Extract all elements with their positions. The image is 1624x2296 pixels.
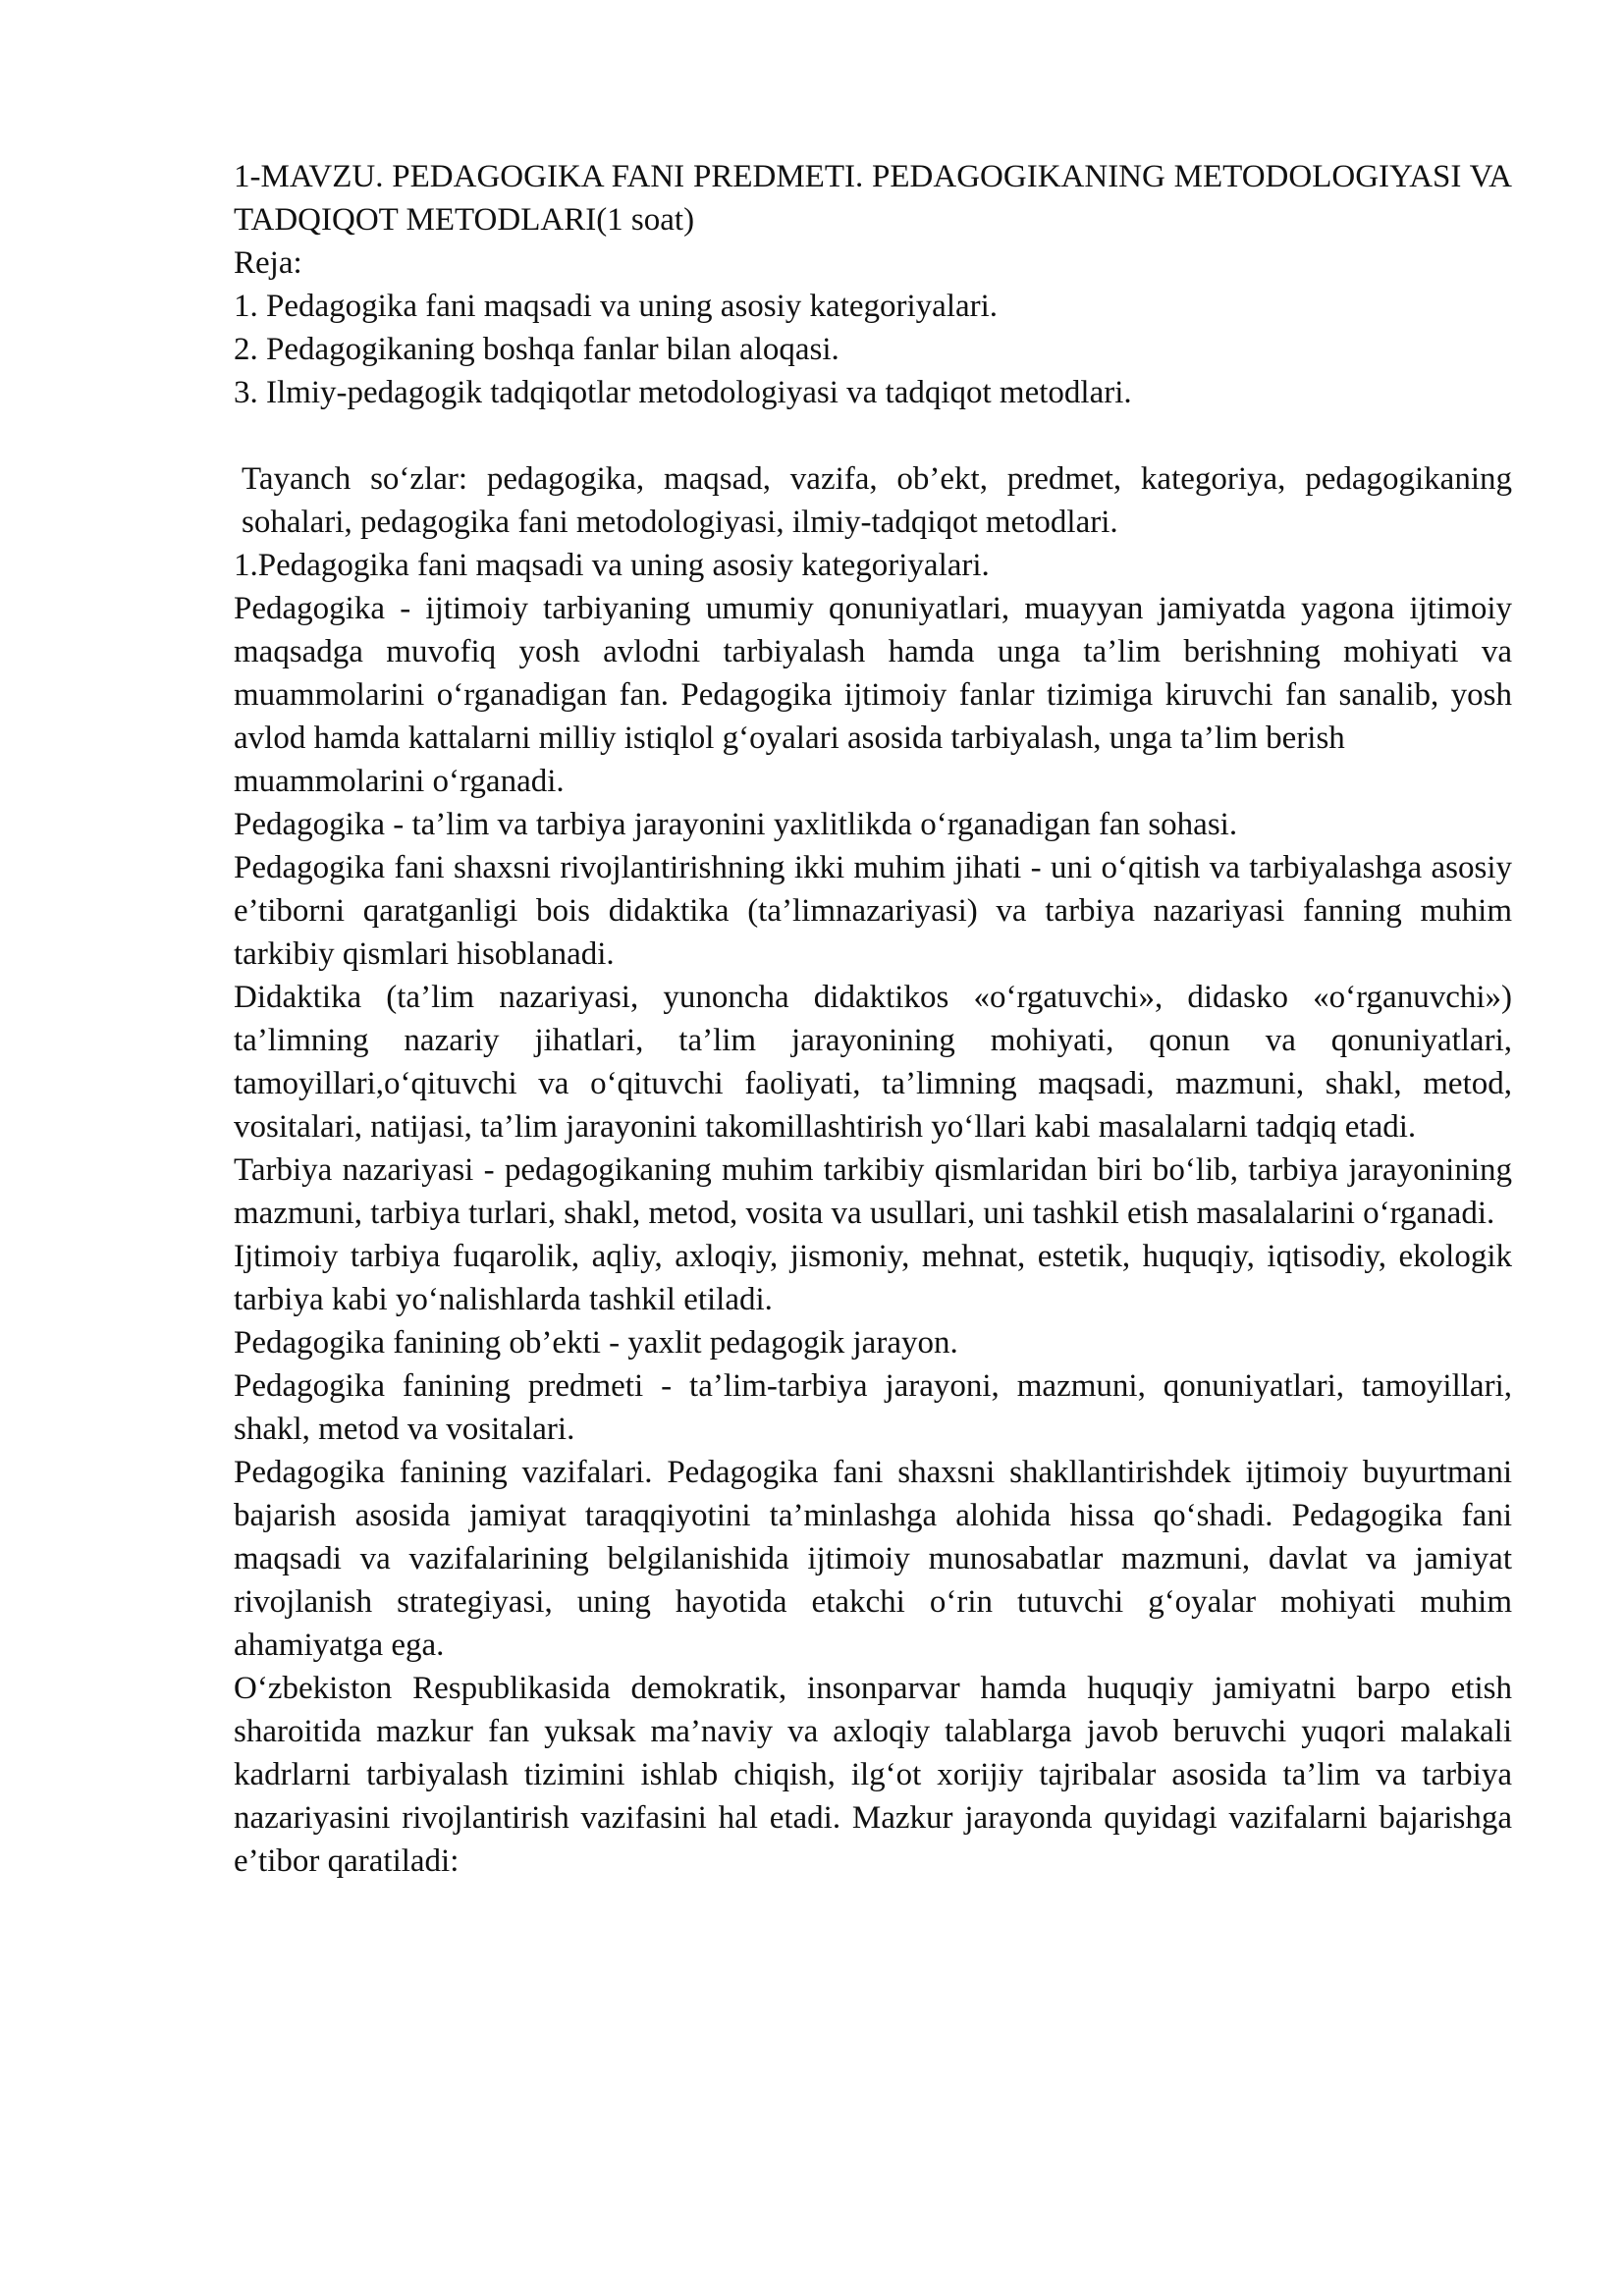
body-paragraph: Pedagogika fanining predmeti - ta’lim-tarbiya jarayoni, mazmuni, qonuniyatlari, tamoyillari, shakl, metod va vositalari. — [234, 1368, 1512, 1447]
section-heading: 1.Pedagogika fani maqsadi va uning asosiy kategoriyalari. — [234, 548, 990, 583]
keywords-paragraph: Tayanch so‘zlar: pedagogika, maqsad, vazifa, ob’ekt, predmet, kategoriya, pedagogikaning sohalari, pedagogika fani metodologiyasi, ilmiy-tadqiqot metodlari. — [242, 461, 1512, 540]
plan-item: 2. Pedagogikaning boshqa fanlar bilan aloqasi. — [234, 332, 839, 367]
body-paragraph: Pedagogika fani shaxsni rivojlantirishning ikki muhim jihati - uni o‘qitish va tarbiyalashga asosiy e’tiborni qaratganligi bois didaktika (ta’limnazariyasi) va tarbiya nazariyasi fanning muhim tarkibiy qismlari hisoblanadi. — [234, 850, 1512, 972]
body-paragraph: Pedagogika - ijtimoiy tarbiyaning umumiy qonuniyatlari, muayyan jamiyatda yagona ijtimoiy maqsadga muvofiq yosh avlodni tarbiyalash hamda unga ta’lim berishning mohiyati va muammolarini o‘rganadigan fan. Pedagogika ijtimoiy fanlar tizimiga kiruvchi fan sanalib, yosh avlod hamda kattalarni milliy istiqlol g‘oyalari asosida tarbiyalash, unga ta’lim berish — [234, 591, 1512, 756]
plan-item: 1. Pedagogika fani maqsadi va uning asosiy kategoriyalari. — [234, 289, 999, 324]
body-paragraph: O‘zbekiston Respublikasida demokratik, insonparvar hamda huquqiy jamiyatni barpo etish sharoitida mazkur fan yuksak ma’naviy va axloqiy talablarga javob beruvchi yuqori malakali kadrlarni tarbiyalash tizimini ishlab chiqish, ilg‘ot xorijiy tajribalar asosida ta’lim va tarbiya nazariyasini rivojlantirish vazifasini hal etadi. Mazkur jarayonda quyidagi vazifalarni bajarishga e’tibor qaratiladi: — [234, 1671, 1512, 1879]
body-paragraph: Ijtimoiy tarbiya fuqarolik, aqliy, axloqiy, jismoniy, mehnat, estetik, huquqiy, iqtisodiy, ekologik tarbiya kabi yo‘nalishlarda tashkil etiladi. — [234, 1239, 1512, 1317]
body-paragraph: muammolarini o‘rganadi. — [234, 764, 565, 799]
plan-heading: Reja: — [234, 245, 302, 281]
document-page — [234, 155, 1512, 1883]
body-paragraph: Pedagogika fanining ob’ekti - yaxlit pedagogik jarayon. — [234, 1325, 958, 1361]
document-title: 1-MAVZU. PEDAGOGIKA FANI PREDMETI. PEDAGOGIKANING METODOLOGIYASI VA TADQIQOT METODLARI(1 soat) — [234, 159, 1512, 238]
body-paragraph: Pedagogika - ta’lim va tarbiya jarayonini yaxlitlikda o‘rganadigan fan sohasi. — [234, 807, 1238, 842]
body-paragraph: Didaktika (ta’lim nazariyasi, yunoncha didaktikos «o‘rgatuvchi», didasko «o‘rganuvchi») ta’limning nazariy jihatlari, ta’lim jarayonining mohiyati, qonun va qonuniyatlari, tamoyillari,o‘qituvchi va o‘qituvchi faoliyati, ta’limning maqsadi, mazmuni, shakl, metod, vositalari, natijasi, ta’lim jarayonini takomillashtirish yo‘llari kabi masalalarni tadqiq etadi. — [234, 980, 1512, 1145]
plan-item: 3. Ilmiy-pedagogik tadqiqotlar metodologiyasi va tadqiqot metodlari. — [234, 375, 1132, 410]
body-paragraph: Pedagogika fanining vazifalari. Pedagogika fani shaxsni shakllantirishdek ijtimoiy buyurtmani bajarish asosida jamiyat taraqqiyotini ta’minlashga alohida hissa qo‘shadi. Pedagogika fani maqsadi va vazifalarining belgilanishida ijtimoiy munosabatlar mazmuni, davlat va jamiyat rivojlanish strategiyasi, uning hayotida etakchi o‘rin tutuvchi g‘oyalar mohiyati muhim ahamiyatga ega. — [234, 1455, 1512, 1663]
body-paragraph: Tarbiya nazariyasi - pedagogikaning muhim tarkibiy qismlaridan biri bo‘lib, tarbiya jarayonining mazmuni, tarbiya turlari, shakl, metod, vosita va usullari, uni tashkil etish masalalarini o‘rganadi. — [234, 1152, 1512, 1231]
blank-line — [234, 414, 1512, 457]
